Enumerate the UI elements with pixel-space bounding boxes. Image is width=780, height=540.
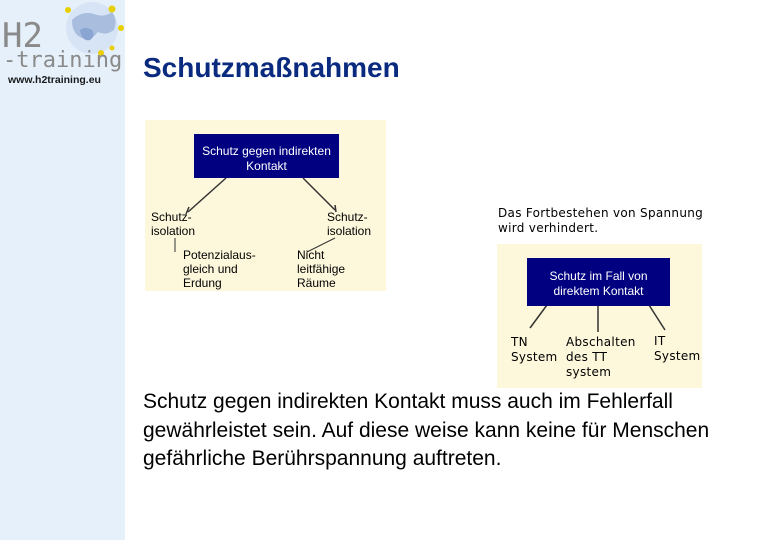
box-direct-contact: Schutz im Fall von direktem Kontakt <box>527 258 670 306</box>
box-indirect-contact: Schutz gegen indirekten Kontakt <box>194 134 339 178</box>
site-url[interactable]: www.h2training.eu <box>8 74 101 86</box>
label-schutzisolation-right: Schutz-isolation <box>327 210 372 238</box>
label-it-system: IT System <box>654 334 701 363</box>
label-potenzialausgleich: Potenzialaus-gleich und Erdung <box>183 248 256 290</box>
logo-h2-text: H2 <box>2 16 43 56</box>
body-paragraph: Schutz gegen indirekten Kontakt muss auch im Fehlerfall gewährleistet sein. Auf diese weise kann keine für Menschen gefährliche Berührspannung auftreten. <box>143 390 710 470</box>
page-title: Schutzmaßnahmen <box>143 52 400 83</box>
label-nicht-leitfaehige-raeume: Nicht leitfähige Räume <box>297 248 346 290</box>
logo-training-text: -training <box>3 48 123 73</box>
label-schutzisolation-left: Schutz-isolation <box>151 210 196 238</box>
label-abschalten-tt-system: Abschalten des TT system <box>566 335 636 379</box>
label-tn-system: TN System <box>511 335 558 364</box>
note-text: Das Fortbestehen von Spannung wird verhindert. <box>498 206 704 235</box>
